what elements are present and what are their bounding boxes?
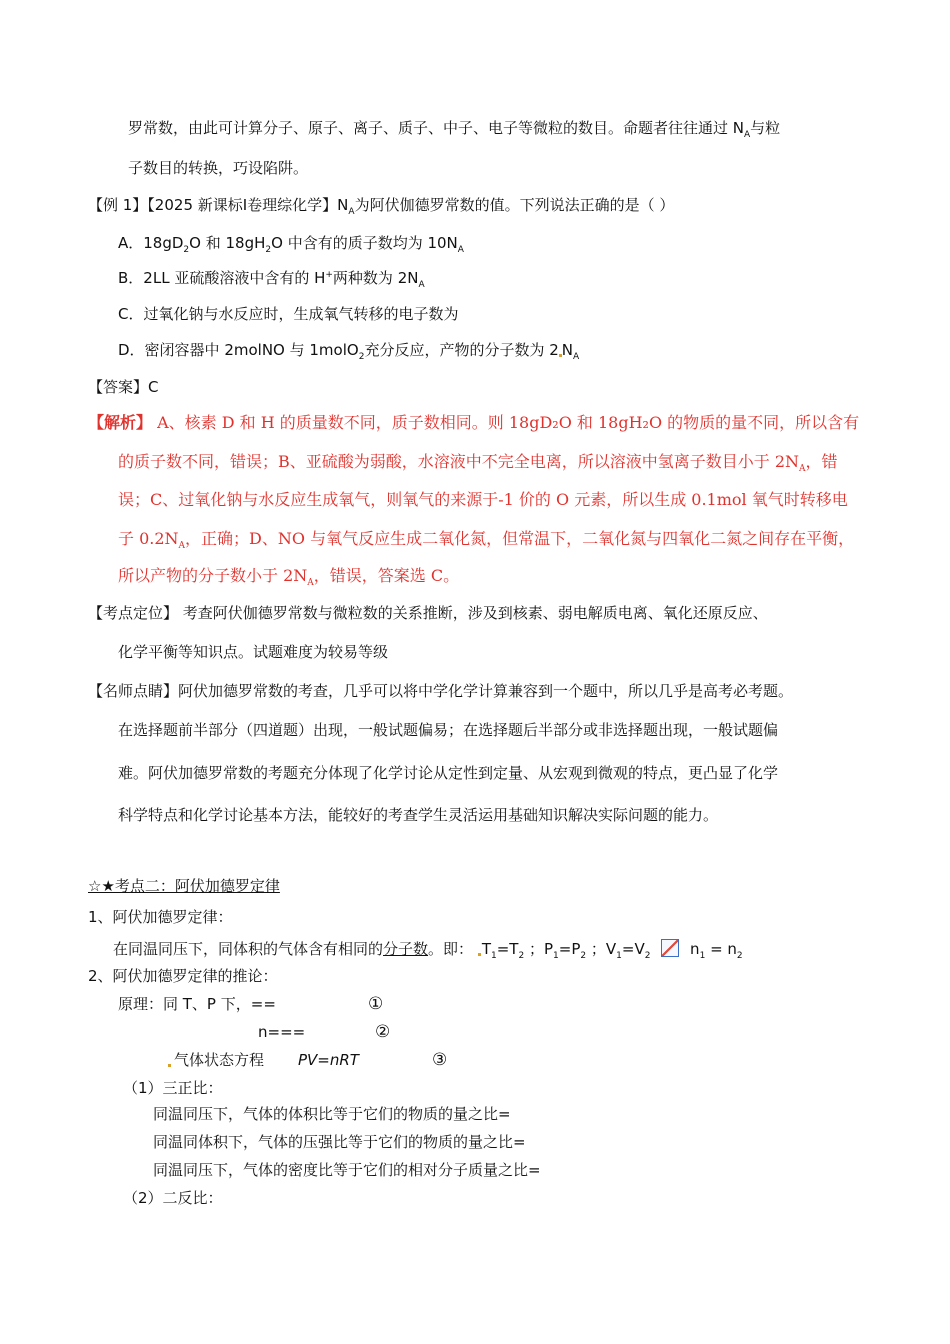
analysis-line-1: 【解析】 A、核素 D 和 H 的质量数不同，质子数相同。则 18gD₂O 和 18gH₂O 的物质的量不同，所以含有: [88, 413, 860, 432]
anchor-dot-icon: [478, 953, 481, 956]
kaodian-line-1: 【考点定位】 考查阿伏伽德罗常数与微粒数的关系推断，涉及到核素、弱电解质电离、氧化还原反应、: [88, 604, 768, 622]
circle-3: ③: [432, 1050, 448, 1070]
mingshi-line-2: 在选择题前半部分（四道题）出现，一般试题偏易；在选择题后半部分或非选择题出现，一般试题偏: [118, 721, 779, 739]
item-1: 1、阿伏加德罗定律：: [88, 908, 233, 926]
option-d: D．密闭容器中 2molNO 与 1molO$_2$充分反应，产物的分子数为 2 $N_A$: [118, 341, 580, 362]
analysis-line-2: 的质子数不同，错误；B、亚硫酸为弱酸，水溶液中不完全电离，所以溶液中氢离子数目小于 $2N_A$，错: [118, 452, 838, 475]
circle-1: ①: [368, 994, 384, 1014]
analysis-line-3: 误；C、过氧化钠与水反应生成氧气，则氧气的来源于-1 价的 O 元素，所以生成 0.1mol 氧气时转移电: [118, 490, 848, 509]
formula-image-icon: [661, 939, 679, 957]
mingshi-line-4: 科学特点和化学讨论基本方法，能较好的考查学生灵活运用基础知识解决实际问题的能力。: [118, 806, 719, 824]
subheading-1: （1）三正比：: [123, 1079, 223, 1097]
principle-line: 原理：同 T、P 下，==: [118, 995, 276, 1013]
analysis-line-4: 子 $0.2N_A$，正确；D、NO 与氧气反应生成二氧化氮，但常温下，二氧化氮与四氧化二氮之间存在平衡，: [118, 529, 855, 552]
n-equation: n===: [258, 1023, 306, 1041]
law-statement: 在同温同压下，同体积的气体含有相同的分子数。即： $T_1=T_2$ ；$P_1=P_2$ ；$V_1=V_2$ $n_1 = n_2$: [113, 940, 743, 961]
anchor-dot-icon: [168, 1064, 171, 1067]
ratio-line-1: 同温同压下，气体的体积比等于它们的物质的量之比=: [153, 1105, 511, 1123]
answer: 【答案】C: [88, 378, 159, 396]
circle-2: ②: [375, 1022, 391, 1042]
ratio-line-3: 同温同压下，气体的密度比等于它们的相对分子质量之比=: [153, 1161, 541, 1179]
mingshi-line-3: 难。阿伏加德罗常数的考题充分体现了化学讨论从定性到定量、从宏观到微观的特点，更凸显了化学: [118, 764, 779, 782]
analysis-line-5: 所以产物的分子数小于 $2N_A$，错误，答案选 C。: [118, 566, 460, 589]
item-2: 2、阿伏加德罗定律的推论：: [88, 967, 278, 985]
option-a: A．$18gD_2O$ 和 $18gH_2O$ 中含有的质子数均为 $10N_A$: [118, 234, 464, 255]
intro-line-2: 子数目的转换，巧设陷阱。: [128, 159, 309, 177]
subheading-2: （2）二反比：: [123, 1189, 223, 1207]
option-b: B．2LL 亚硫酸溶液中含有的 H+两种数为 $2N_A$: [118, 269, 425, 290]
option-c: C．过氧化钠与水反应时，生成氧气转移的电子数为: [118, 305, 459, 323]
section-heading: ☆★考点二：阿伏加德罗定律: [88, 877, 280, 895]
gas-equation-line: 气体状态方程: [168, 1050, 264, 1070]
example-title: 【例 1】【2025 新课标Ⅰ卷理综化学】$N_A$为阿伏伽德罗常数的值。下列说法正确的是（ ）: [88, 196, 675, 217]
mingshi-line-1: 【名师点睛】阿伏加德罗常数的考查，几乎可以将中学化学计算兼容到一个题中，所以几乎是高考必考题。: [88, 682, 794, 700]
kaodian-line-2: 化学平衡等知识点。试题难度为较易等级: [118, 643, 389, 661]
intro-line-1: 罗常数，由此可计算分子、原子、离子、质子、中子、电子等微粒的数目。命题者往往通过 $N_A$与粒: [128, 119, 781, 140]
gas-equation: PV=nRT: [298, 1051, 359, 1069]
ratio-line-2: 同温同体积下，气体的压强比等于它们的物质的量之比=: [153, 1133, 526, 1151]
